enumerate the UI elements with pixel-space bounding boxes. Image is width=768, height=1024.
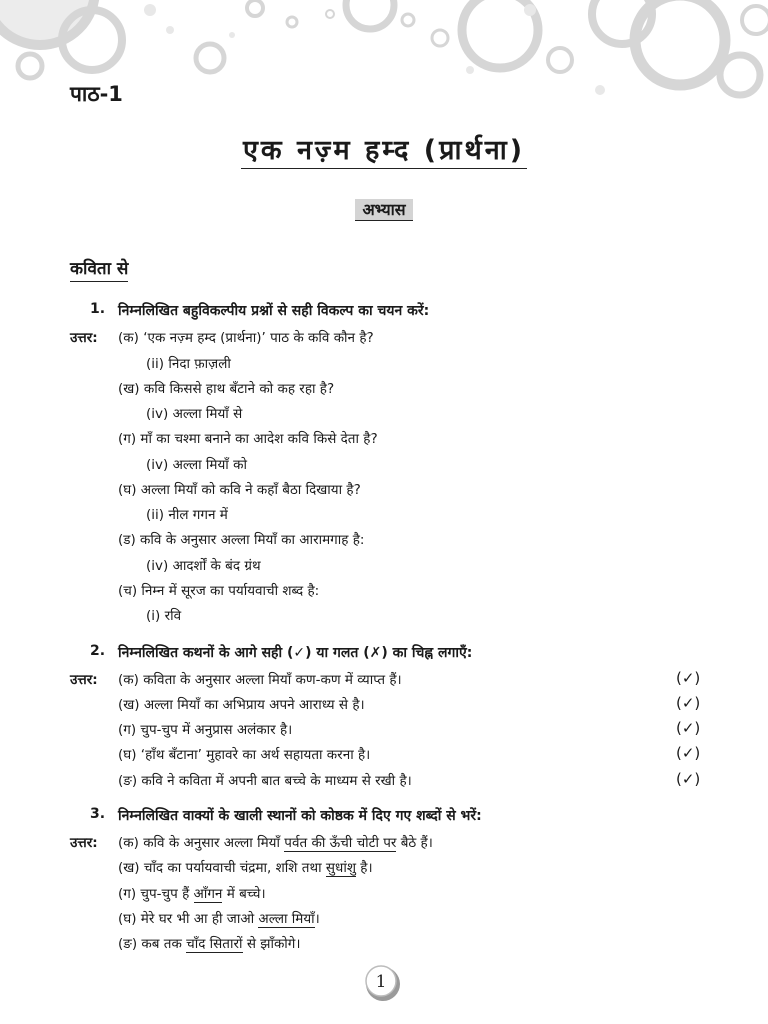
- q3-filled-answer: आँगन: [193, 886, 223, 902]
- q3-filled-answer: चाँद सितारों: [186, 936, 243, 952]
- q1-item-question: (च) निम्न में सूरज का पर्यायवाची शब्द है:: [118, 583, 320, 599]
- q1-item-question: (ख) कवि किससे हाथ बँटाने को कह रहा है?: [118, 381, 335, 397]
- page-title: एक नज़्म हम्द (प्रार्थना): [0, 130, 768, 167]
- q1-item-answer: (iv) अल्ला मियाँ को: [146, 457, 247, 473]
- exercise-heading: अभ्यास: [0, 198, 768, 220]
- q3-sentence: (ग) चुप-चुप हैं आँगन में बच्चे।: [118, 886, 266, 902]
- q2-mark: (✓): [676, 719, 701, 737]
- q3-sentence: (क) कवि के अनुसार अल्ला मियाँ पर्वत की ऊँची चोटी पर बैठे हैं।: [118, 835, 433, 851]
- q1-item-question: (घ) अल्ला मियाँ को कवि ने कहाँ बैठा दिखाया है?: [118, 482, 361, 498]
- q2-answer-label: उत्तर:: [70, 672, 98, 688]
- page-number-badge: [362, 962, 402, 1002]
- lesson-number: पाठ-1: [70, 82, 123, 106]
- q2-mark: (✓): [676, 744, 701, 762]
- q1-text: निम्नलिखित बहुविकल्पीय प्रश्नों से सही विकल्प का चयन करें:: [118, 303, 430, 319]
- q2-mark: (✓): [676, 770, 701, 788]
- q1-item-answer: (iv) आदर्शों के बंद ग्रंथ: [146, 558, 261, 574]
- q2-mark: (✓): [676, 694, 701, 712]
- q3-text: निम्नलिखित वाक्यों के खाली स्थानों को कोष्ठक में दिए गए शब्दों से भरें:: [118, 808, 482, 824]
- q3-sentence: (घ) मेरे घर भी आ ही जाओ अल्ला मियाँ।: [118, 911, 320, 927]
- q2-text: निम्नलिखित कथनों के आगे सही (✓) या गलत (✗) का चिह्न लगाएँ:: [118, 645, 473, 661]
- section-heading: कविता से: [70, 256, 128, 282]
- q1-answer-label: उत्तर:: [70, 330, 98, 346]
- q1-item-answer: (ii) निदा फ़ाज़ली: [146, 356, 231, 372]
- q3-number: 3.: [90, 806, 106, 822]
- q2-mark: (✓): [676, 669, 701, 687]
- q2-statement: (ख) अल्ला मियाँ का अभिप्राय अपने आराध्य से है।: [118, 697, 365, 713]
- q1-number: 1.: [90, 301, 106, 317]
- q3-filled-answer: अल्ला मियाँ: [258, 911, 315, 927]
- q1-item-question: (क) ‘एक नज़्म हम्द (प्रार्थना)’ पाठ के कवि कौन है?: [118, 330, 374, 346]
- q1-item-answer: (i) रवि: [146, 608, 182, 624]
- q3-filled-answer: पर्वत की ऊँची चोटी पर: [284, 835, 397, 851]
- q1-item-question: (ड) कवि के अनुसार अल्ला मियाँ का आरामगाह है:: [118, 532, 365, 548]
- q1-item-answer: (iv) अल्ला मियाँ से: [146, 406, 243, 422]
- q3-sentence: (ख) चाँद का पर्यायवाची चंद्रमा, शशि तथा सुधांशु है।: [118, 860, 373, 876]
- q1-item-question: (ग) माँ का चश्मा बनाने का आदेश कवि किसे देता है?: [118, 431, 378, 447]
- page-number: 1: [375, 972, 387, 992]
- q2-statement: (ग) चुप-चुप में अनुप्रास अलंकार है।: [118, 722, 293, 738]
- q2-number: 2.: [90, 643, 106, 659]
- q2-statement: (ङ) कवि ने कविता में अपनी बात बच्चे के माध्यम से रखी है।: [118, 773, 412, 789]
- q2-statement: (क) कविता के अनुसार अल्ला मियाँ कण-कण में व्याप्त हैं।: [118, 672, 402, 688]
- q3-filled-answer: सुधांशु: [325, 860, 356, 876]
- q2-statement: (घ) ‘हाँथ बँटाना’ मुहावरे का अर्थ सहायता करना है।: [118, 747, 371, 763]
- q3-sentence: (ङ) कब तक चाँद सितारों से झाँकोगे।: [118, 936, 301, 952]
- q3-answer-label: उत्तर:: [70, 835, 98, 851]
- q1-item-answer: (ii) नील गगन में: [146, 507, 228, 523]
